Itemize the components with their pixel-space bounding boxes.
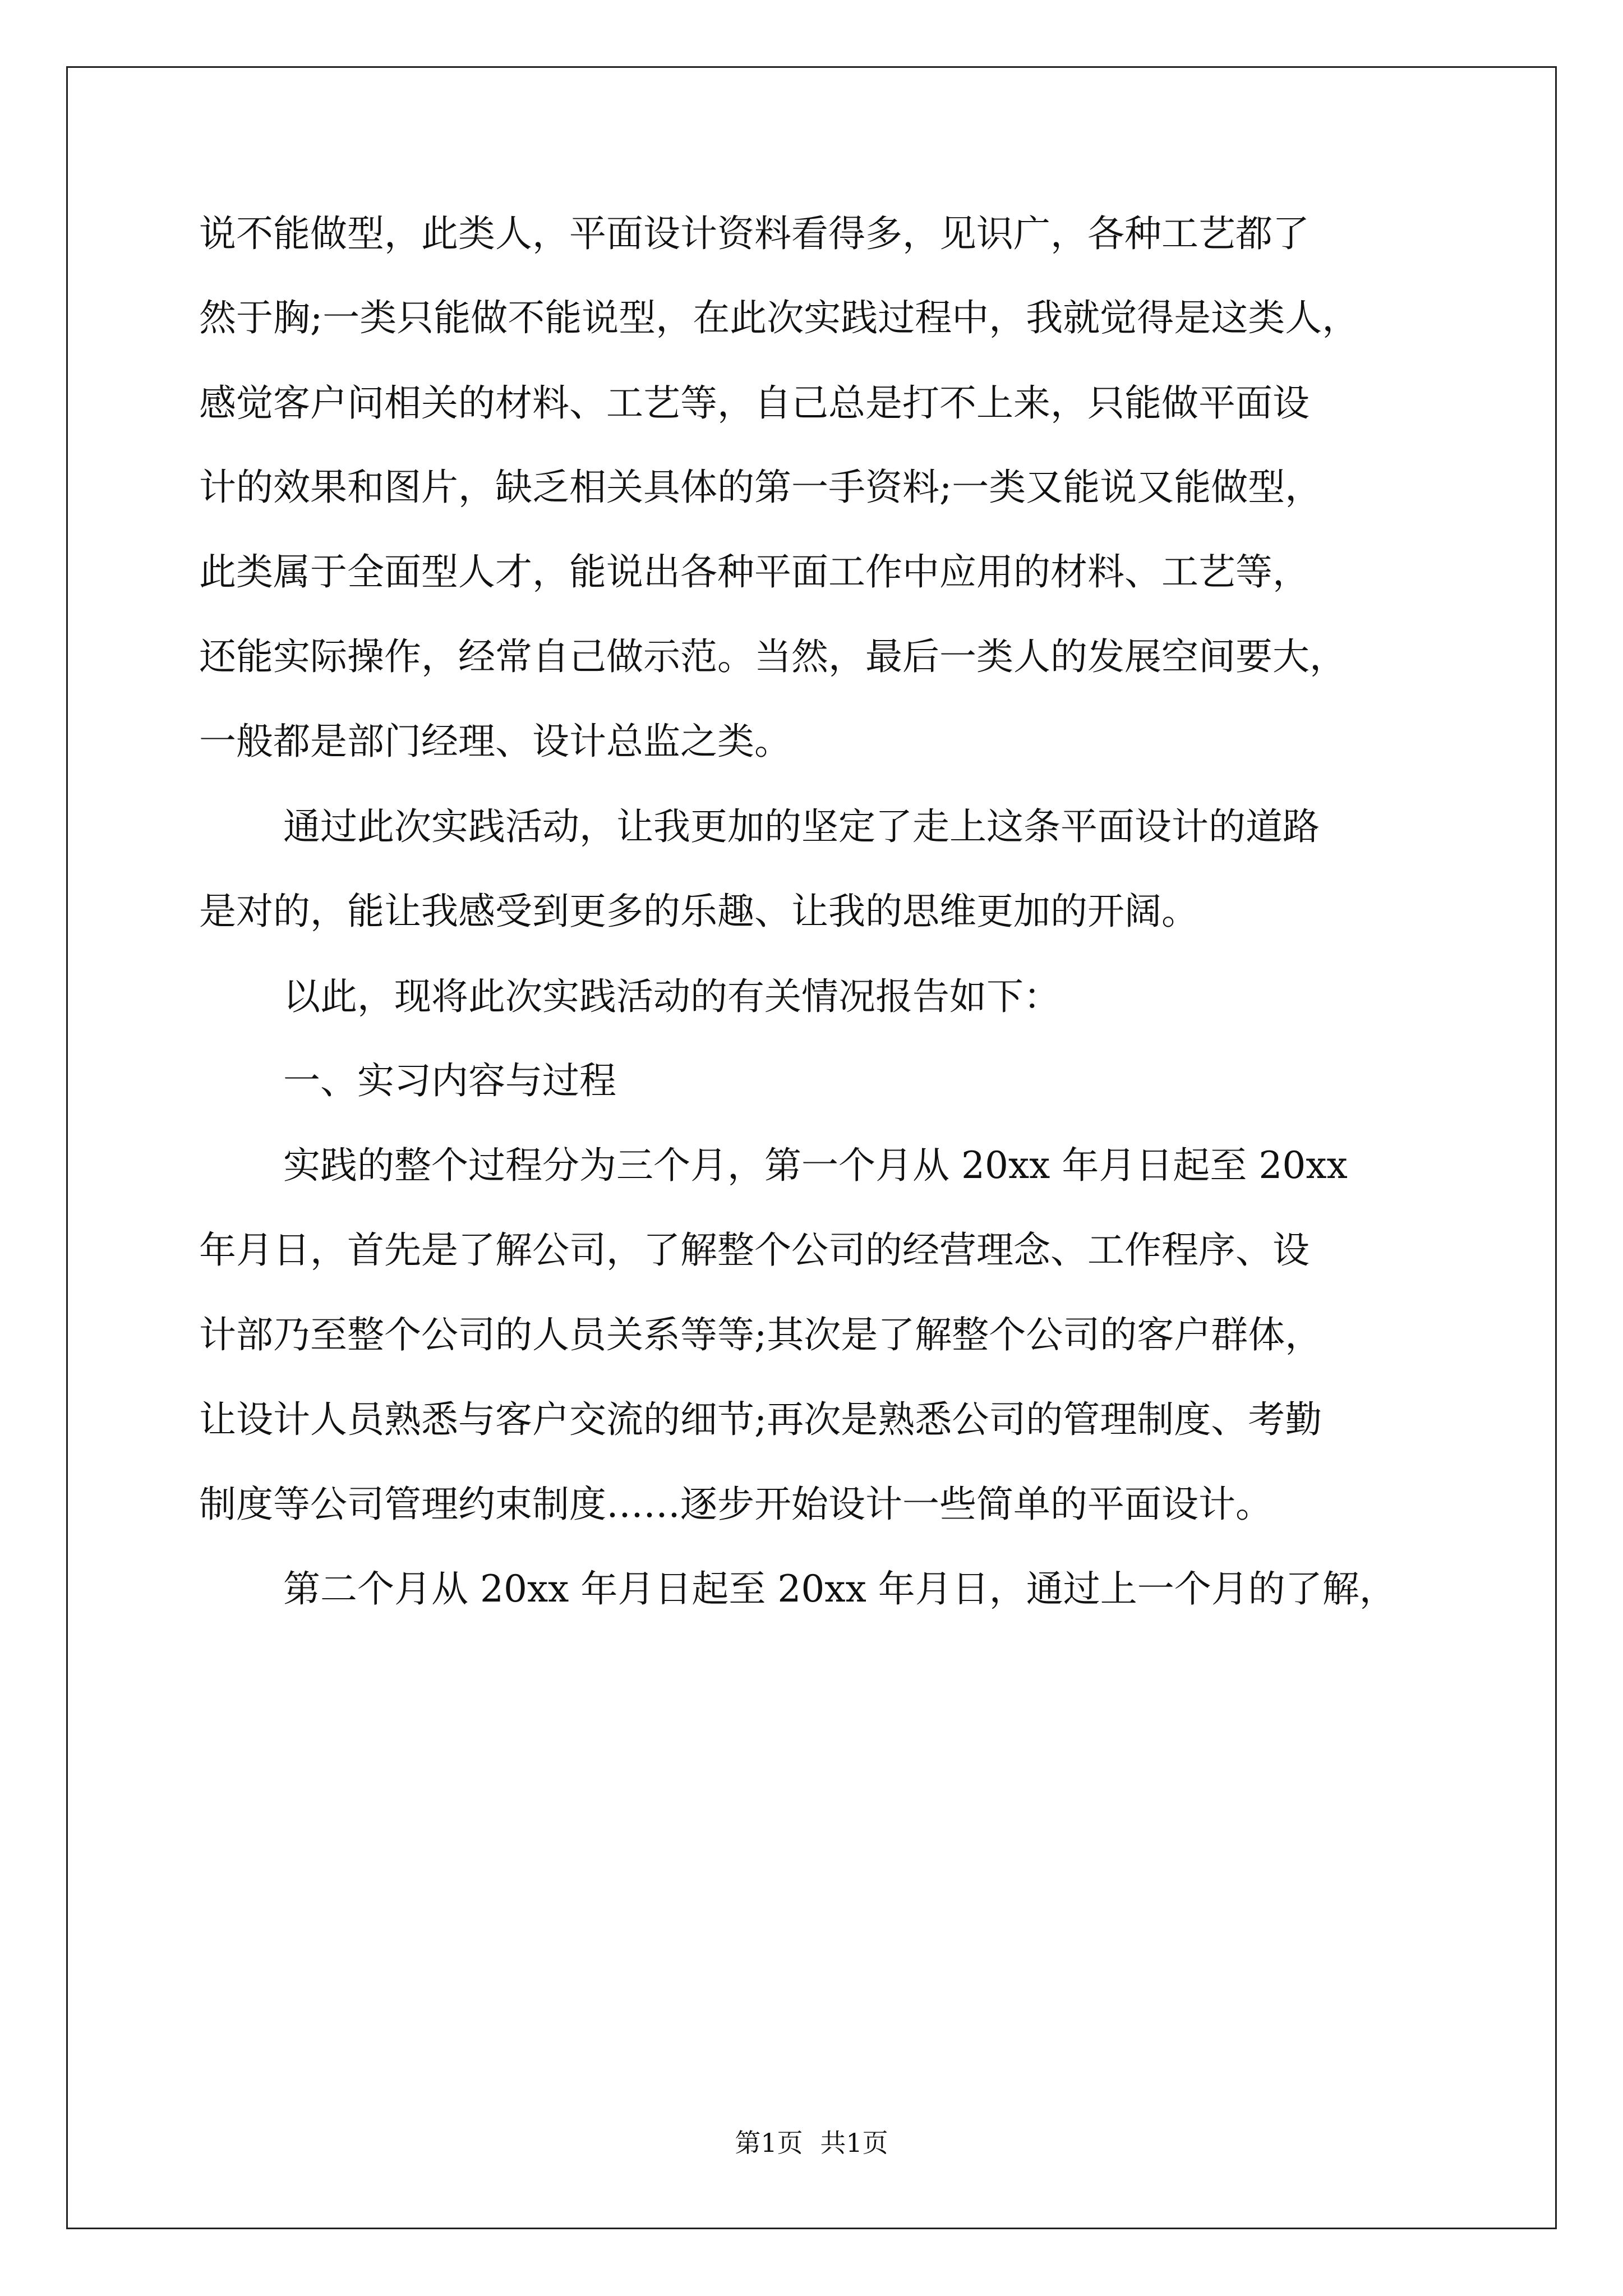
- text-line: 感觉客户问相关的材料、工艺等，自己总是打不上来，只能做平面设: [199, 381, 1310, 425]
- text-line: 还能实际操作，经常自己做示范。当然，最后一类人的发展空间要大，: [199, 635, 1347, 678]
- text-line: 制度等公司管理约束制度……逐步开始设计一些简单的平面设计。: [199, 1483, 1272, 1526]
- text-line: 一般都是部门经理、设计总监之类。: [199, 720, 791, 763]
- text-line: 实践的整个过程分为三个月，第一个月从 20xx 年月日起至 20xx: [283, 1144, 1348, 1187]
- text-line: 第二个月从 20xx 年月日起至 20xx 年月日，通过上一个月的了解，: [283, 1567, 1396, 1611]
- page-number: 第1页: [735, 2128, 803, 2158]
- page-footer: [0, 2126, 1623, 2160]
- page-total: 共1页: [820, 2128, 888, 2158]
- text-line: 以此，现将此次实践活动的有关情况报告如下：: [283, 975, 1061, 1018]
- text-line: 通过此次实践活动，让我更加的坚定了走上这条平面设计的道路: [283, 805, 1320, 848]
- section-heading: 一、实习内容与过程: [283, 1059, 616, 1102]
- text-line: 年月日，首先是了解公司，了解整个公司的经营理念、工作程序、设: [199, 1228, 1310, 1272]
- text-line: 然于胸;一类只能做不能说型，在此次实践过程中，我就觉得是这类人，: [199, 296, 1359, 339]
- text-line: 说不能做型，此类人，平面设计资料看得多，见识广，各种工艺都了: [199, 212, 1310, 255]
- text-line: 让设计人员熟悉与客户交流的细节;再次是熟悉公司的管理制度、考勤: [199, 1398, 1322, 1441]
- text-line: 是对的，能让我感受到更多的乐趣、让我的思维更加的开阔。: [199, 890, 1198, 933]
- text-line: 此类属于全面型人才，能说出各种平面工作中应用的材料、工艺等，: [199, 550, 1310, 593]
- text-line: 计的效果和图片，缺乏相关具体的第一手资料;一类又能说又能做型，: [199, 466, 1322, 509]
- text-line: 计部乃至整个公司的人员关系等等;其次是了解整个公司的客户群体，: [199, 1313, 1322, 1356]
